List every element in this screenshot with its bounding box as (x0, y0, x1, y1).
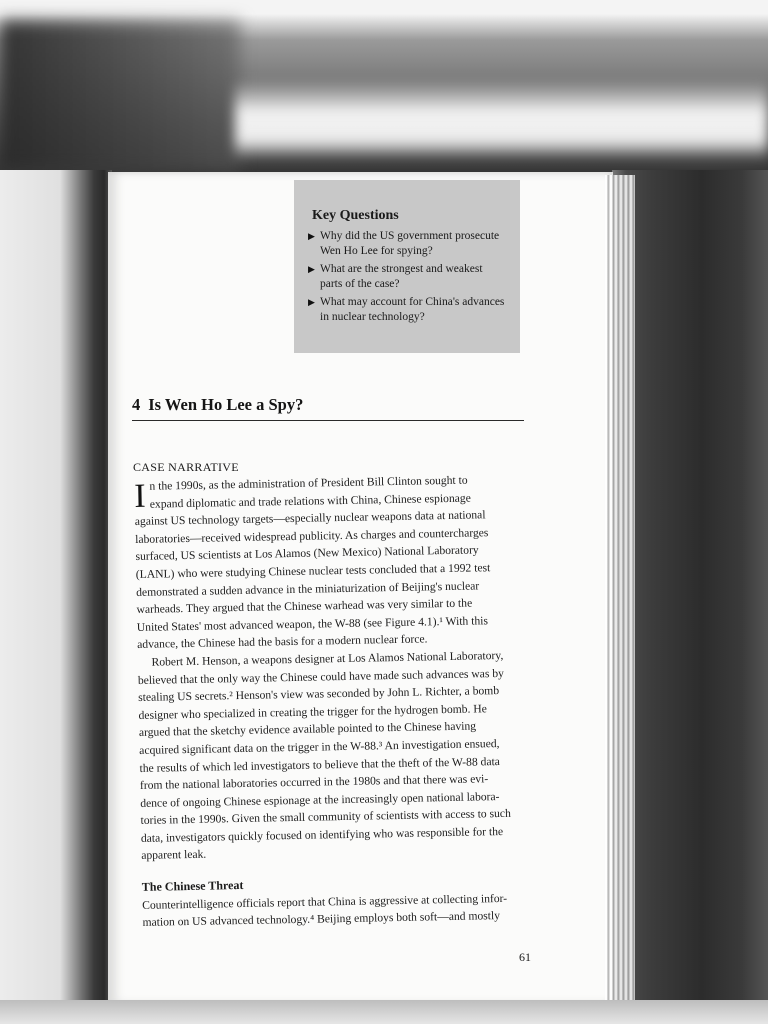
page-number: 61 (519, 950, 531, 964)
top-left-shadow (0, 20, 240, 170)
body-line: mation on US advanced technology.⁴ Beijing employs both soft—and mostly (142, 909, 501, 930)
body-line: from the national laboratories occurred in the 1980s and that there was evi- (139, 772, 489, 793)
body-line: warheads. They argued that the Chinese warhead was very similar to the (136, 596, 473, 617)
key-question-item (308, 262, 506, 292)
body-line: dence of ongoing Chinese espionage at the increasingly open national labora- (140, 789, 500, 810)
right-shadow-area (612, 170, 768, 1005)
drop-cap: I (134, 477, 147, 515)
body-line: against US technology targets—especially nuclear weapons data at national (134, 508, 486, 529)
body-line: n the 1990s, as the administration of President Bill Clinton sought to (149, 473, 468, 493)
body-line: stealing US secrets.² Henson's view was seconded by John L. Richter, a bomb (138, 684, 500, 705)
body-line: tories in the 1990s. Given the small community of scientists with access to such (140, 807, 511, 828)
body-line: surfaced, US scientists at Los Alamos (New Mexico) National Laboratory (135, 543, 479, 564)
key-question-text: Why did the US government prosecute Wen Ho Lee for spying? (320, 230, 500, 257)
body-line: believed that the only way the Chinese could have made such advances was by (137, 666, 504, 687)
body-line: advance, the Chinese had the basis for a modern nuclear force. (137, 632, 428, 652)
triangle-bullet-icon: ▶ (308, 297, 315, 307)
body-line: apparent leak. (141, 848, 207, 863)
body-line: argued that the sketchy evidence available pointed to the Chinese having (138, 719, 477, 740)
body-line: the results of which led investigators to believe that the theft of the W-88 data (139, 754, 501, 775)
triangle-bullet-icon: ▶ (308, 264, 315, 274)
bottom-shadow-band (0, 1000, 768, 1024)
chapter-divider (132, 420, 524, 421)
triangle-bullet-icon: ▶ (308, 231, 315, 241)
body-line: acquired significant data on the trigger in the W-88.³ An investigation ensued, (139, 736, 500, 757)
key-questions-box (294, 180, 520, 353)
subheading: The Chinese Threat (141, 878, 244, 894)
key-question-item (308, 229, 506, 259)
key-question-item (308, 295, 506, 325)
body-line: expand diplomatic and trade relations with China, Chinese espionage (149, 491, 471, 511)
left-binding-shadow (0, 170, 112, 1005)
chapter-number: 4 (132, 395, 141, 414)
body-line: laboratories—received widespread publicity. As charges and countercharges (135, 525, 489, 546)
key-question-text: What may account for China's advances in nuclear technology? (320, 296, 505, 323)
body-line: Counterintelligence officials report that China is aggressive at collecting infor- (142, 891, 508, 912)
chapter-title (132, 395, 303, 415)
section-heading: CASE NARRATIVE (133, 460, 239, 474)
page-edge-stack (605, 175, 635, 1005)
key-question-text: What are the strongest and weakest parts of the case? (320, 263, 483, 290)
chapter-title-text: Is Wen Ho Lee a Spy? (148, 395, 304, 414)
body-text (134, 470, 537, 931)
body-line: (LANL) who were studying Chinese nuclear tests concluded that a 1992 test (135, 561, 491, 581)
body-line: data, investigators quickly focused on identifying who was responsible for the (140, 824, 504, 845)
body-line: demonstrated a sudden advance in the miniaturization of Beijing's nuclear (136, 578, 480, 599)
key-questions-title: Key Questions (312, 208, 399, 223)
body-line: United States' most advanced weapon, the W-88 (see Figure 4.1).¹ With this (136, 613, 489, 634)
body-line: designer who specialized in creating the trigger for the hydrogen bomb. He (138, 701, 487, 722)
top-light-patch (235, 80, 768, 160)
body-line: Robert M. Henson, a weapons designer at Los Alamos National Laboratory, (151, 648, 504, 669)
